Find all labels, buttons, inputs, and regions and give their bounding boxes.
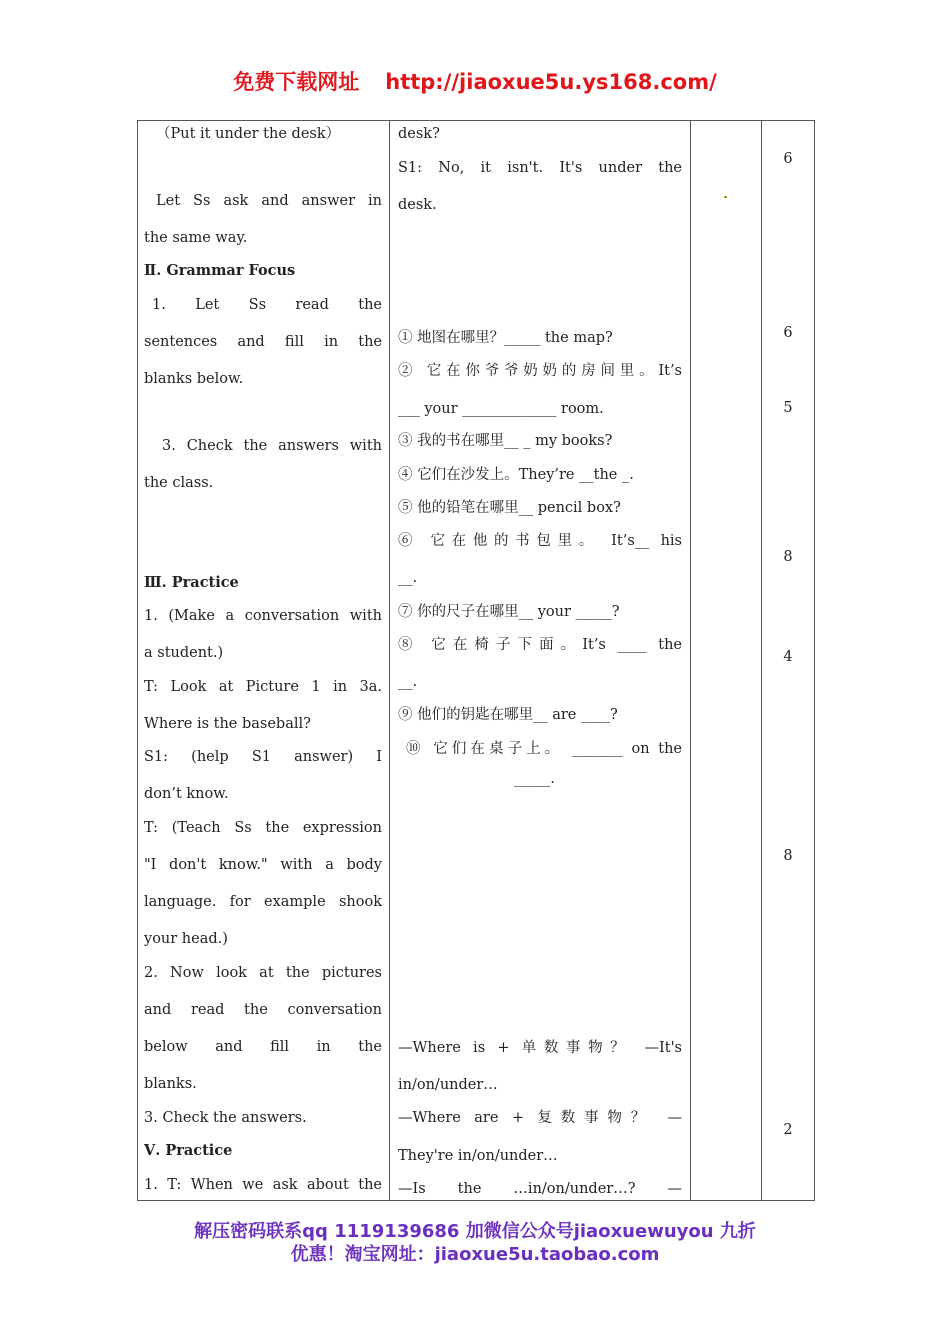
exercise-item: ⑧ 它在椅子下面。It’s ____ the [398,637,682,653]
cell-text: 1. T: When we ask about the [144,1177,382,1193]
cell-text: "I don't know." with a body [144,857,382,873]
cell-text: T: (Teach Ss the expression [144,820,382,836]
header-banner [0,66,950,96]
cell-text: language. for example shook [144,894,382,910]
footer-line-2: 优惠！淘宝网址：jiaoxue5u.taobao.com [290,1244,660,1265]
minutes-value: 2 [783,1122,793,1138]
cell-text: the same way. [144,230,248,246]
header-url[interactable]: http://jiaoxue5u.ys168.com/ [385,70,717,94]
cell-text: 1. (Make a conversation with [144,608,382,624]
cell-text: Let Ss ask and answer in [156,193,382,209]
grammar-pattern: —Is the …in/on/under…? — [398,1181,682,1197]
speck-mark [724,196,727,198]
cell-text: Where is the baseball? [144,716,311,732]
exercise-item: ② 它在你爷爷奶奶的房间里。It’s [398,363,682,379]
cell-text: below and fill in the [144,1039,382,1055]
cell-text: sentences and fill in the [144,334,382,350]
cell-text: 1. Let Ss read the [152,297,382,313]
exercise-item: ⑩ 它们在桌子上。 _______ on the [406,741,682,757]
grammar-pattern: in/on/under… [398,1077,498,1093]
cell-text: S1: No, it isn't. It's under the [398,160,682,176]
cell-text: 3. Check the answers. [144,1110,307,1126]
cell-text: 2. Now look at the pictures [144,965,382,981]
teacher-activity-column [144,121,382,1200]
minutes-value: 8 [783,848,793,864]
section-heading-practice: Ⅲ. Practice [144,574,239,591]
exercise-item: ⑤ 他的铅笔在哪里__ pencil box? [398,500,621,516]
cell-text: desk? [398,126,440,142]
cell-text: blanks. [144,1076,197,1092]
exercise-item: ① 地图在哪里？_____ the map? [398,330,613,346]
cell-text: the class. [144,475,214,491]
minutes-value: 6 [783,325,793,341]
header-label: 免费下载网址 [233,70,360,94]
cell-text: blanks below. [144,371,244,387]
section-heading-practice-2: Ⅴ. Practice [144,1142,233,1159]
cell-text: a student.) [144,645,224,661]
cell-text: T: Look at Picture 1 in 3a. [144,679,382,695]
cell-text: desk. [398,197,437,213]
column-divider-1 [389,121,390,1200]
grammar-pattern: They're in/on/under… [398,1148,558,1164]
cell-text: don’t know. [144,786,229,802]
exercise-item: ⑨ 他们的钥匙在哪里__ are ____? [398,707,618,723]
cell-text: S1: (help S1 answer) I [144,749,382,765]
exercise-item: ④ 它们在沙发上。They’re __the _. [398,467,634,483]
cell-text: and read the conversation [144,1002,382,1018]
grammar-pattern: —Where are + 复数事物？ — [398,1110,682,1126]
grammar-pattern: —Where is + 单数事物？ —It's [398,1040,682,1056]
exercise-item: ⑦ 你的尺子在哪里__ your _____? [398,604,620,620]
cell-text: your head.) [144,931,228,947]
exercise-item: __. [398,570,418,586]
exercise-item: ③ 我的书在哪里__ _ my books? [398,433,613,449]
section-heading-grammar-focus: Ⅱ. Grammar Focus [144,262,296,279]
cell-text: （Put it under the desk） [156,126,341,142]
minutes-value: 6 [783,151,793,167]
cell-text: 3. Check the answers with [162,438,382,454]
exercise-item: __. [398,674,418,690]
student-activity-column [398,121,682,1200]
exercise-item: _____. [514,771,555,787]
time-minutes-column [762,121,814,1200]
minutes-value: 5 [783,400,793,416]
exercise-item: ⑥ 它在他的书包里。 It’s__ his [398,533,682,549]
minutes-value: 4 [783,649,793,665]
exercise-item: ___ your _____________ room. [398,401,604,417]
footer-line-1: 解压密码联系qq 1119139686 加微信公众号jiaoxuewuyou 九折 [194,1221,756,1242]
minutes-value: 8 [783,549,793,565]
column-divider-2 [690,121,691,1200]
lesson-plan-table [137,120,815,1201]
